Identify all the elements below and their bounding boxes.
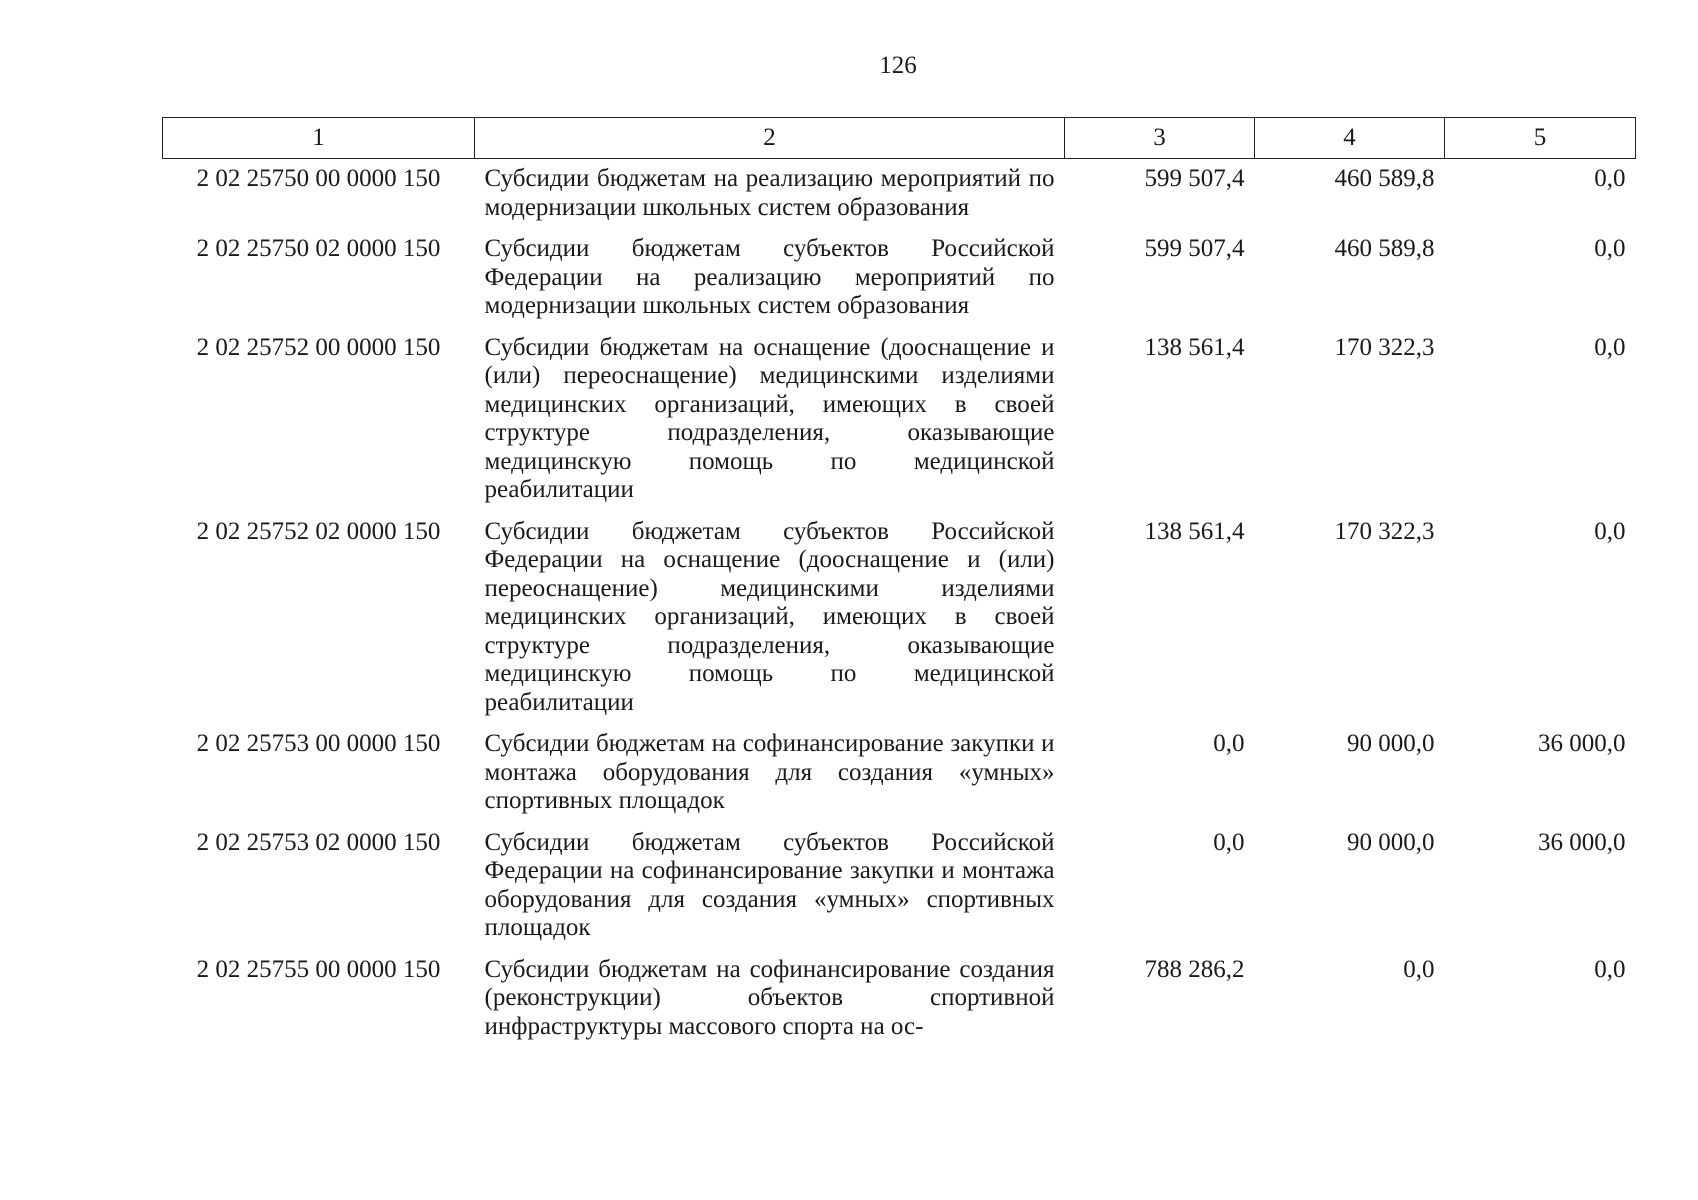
amount-col4: 460 589,8 [1334, 165, 1435, 192]
table-header [163, 118, 1636, 159]
amount-col3: 138 561,4 [1144, 333, 1245, 361]
header-row [163, 118, 1636, 159]
amount-col5: 0,0 [1594, 165, 1626, 192]
amount-col5: 0,0 [1594, 235, 1626, 262]
row-description: Субсидии бюджетам на оснащение (дооснащение и (или) переоснащение) медицинскими изделиями медицинских организаций, имеющих в своей структуре подразделения, оказывающие медицинскую помощь по медицинской реабилитации [484, 333, 1055, 503]
row-description: Субсидии бюджетам на реализацию мероприятий по модернизации школьных систем образования [484, 165, 1055, 221]
budget-code: 2 02 25753 00 0000 150 [196, 730, 441, 757]
amount-col5: 0,0 [1594, 955, 1626, 983]
amount-col4: 0,0 [1403, 955, 1435, 983]
column-header-1: 1 [163, 118, 475, 159]
amount-col5: 36 000,0 [1538, 730, 1626, 757]
table-row [163, 328, 1636, 512]
row-description: Субсидии бюджетам на софинансирование закупки и монтажа оборудования для создания «умных» спортивных площадок [484, 730, 1055, 814]
amount-col4: 460 589,8 [1334, 235, 1435, 262]
row-description: Субсидии бюджетам субъектов Российской Федерации на реализацию мероприятий по модернизации школьных систем образования [484, 235, 1055, 319]
amount-col3: 599 507,4 [1144, 165, 1245, 192]
table-row [163, 229, 1636, 328]
table-row [163, 823, 1636, 950]
table-row [163, 950, 1636, 1049]
amount-col5: 36 000,0 [1538, 828, 1626, 856]
amount-col5: 0,0 [1594, 333, 1626, 361]
amount-col3: 0,0 [1213, 730, 1245, 757]
row-description: Субсидии бюджетам субъектов Российской Федерации на софинансирование закупки и монтажа оборудования для создания «умных» спортивных площадок [484, 828, 1055, 941]
column-header-5: 5 [1445, 118, 1636, 159]
budget-revenue-table [162, 117, 1636, 1048]
row-description: Субсидии бюджетам на софинансирование создания (реконструкции) объектов спортивной инфраструктуры массового спорта на ос- [484, 955, 1055, 1040]
amount-col4: 170 322,3 [1334, 517, 1435, 545]
budget-code: 2 02 25750 00 0000 150 [196, 165, 441, 192]
budget-code: 2 02 25753 02 0000 150 [196, 828, 441, 856]
column-header-4: 4 [1255, 118, 1445, 159]
amount-col3: 138 561,4 [1144, 517, 1245, 545]
table-row [163, 159, 1636, 230]
amount-col3: 0,0 [1213, 828, 1245, 856]
column-header-3: 3 [1065, 118, 1255, 159]
table-body [163, 159, 1636, 1049]
budget-code: 2 02 25752 00 0000 150 [196, 333, 441, 361]
table-row [163, 724, 1636, 823]
amount-col3: 788 286,2 [1144, 955, 1245, 983]
page-number: 126 [879, 52, 917, 79]
amount-col4: 90 000,0 [1347, 828, 1435, 856]
amount-col3: 599 507,4 [1144, 235, 1245, 262]
budget-code: 2 02 25750 02 0000 150 [196, 235, 441, 262]
amount-col4: 90 000,0 [1347, 730, 1435, 757]
amount-col5: 0,0 [1594, 517, 1626, 545]
row-description: Субсидии бюджетам субъектов Российской Федерации на оснащение (дооснащение и (или) переоснащение) медицинскими изделиями медицинских организаций, имеющих в своей структуре подразделения, оказывающие медицинскую помощь по медицинской реабилитации [484, 517, 1055, 716]
budget-code: 2 02 25755 00 0000 150 [196, 955, 441, 983]
budget-code: 2 02 25752 02 0000 150 [196, 517, 441, 545]
table-row [163, 512, 1636, 725]
column-header-2: 2 [475, 118, 1065, 159]
amount-col4: 170 322,3 [1334, 333, 1435, 361]
